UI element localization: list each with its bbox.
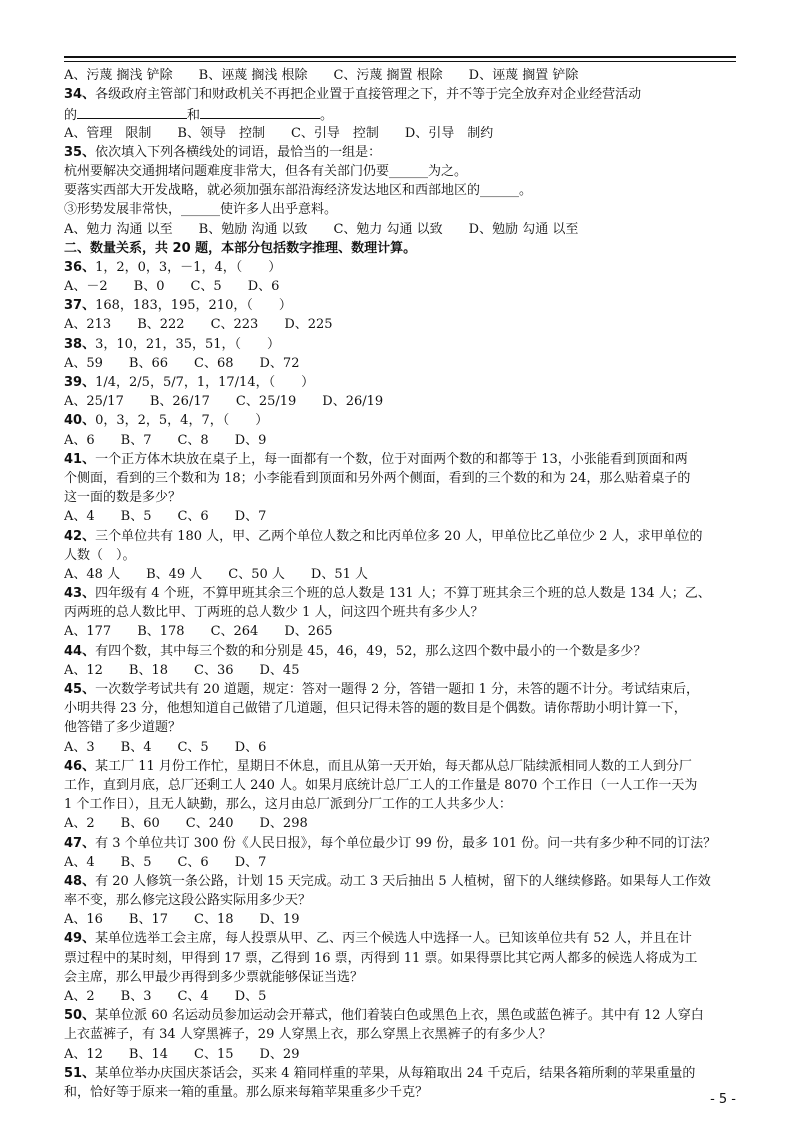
text-line <box>64 507 740 526</box>
line-text: 杭州要解决交通拥堵问题难度非常大，但各有关部门仍要______为之。 <box>64 163 468 179</box>
line-text: A、4 B、5 C、6 D、7 <box>64 854 267 870</box>
text-line <box>64 929 740 948</box>
question-number: 37、 <box>64 298 96 314</box>
question-number: 48、 <box>64 873 96 889</box>
line-text: A、177 B、178 C、264 D、265 <box>64 624 333 640</box>
text-line <box>64 680 740 699</box>
line-text: 人数（ ）。 <box>64 547 136 563</box>
line-text: 个侧面，看到的三个数和为 18；小李能看到顶面和另外两个侧面，看到的三个数的和为 24，那么贴着桌子的 <box>64 470 691 486</box>
line-text: 1 个工作日），且无人缺勤，那么，这月由总厂派到分厂工作的工人共多少人： <box>64 797 512 813</box>
line-text: 和，恰好等于原来一箱的重量。那么原来每箱苹果重多少千克？ <box>64 1084 429 1100</box>
question-number: 38、 <box>64 336 96 352</box>
text-line <box>64 814 740 833</box>
line-text: 1/4，2/5，5/7，1，17/14，（ ） <box>95 375 315 390</box>
text-line <box>64 469 740 488</box>
text-line <box>64 1045 740 1064</box>
text-line <box>64 1006 740 1025</box>
line-text: A、16 B、17 C、18 D、19 <box>64 912 300 928</box>
text-line <box>64 795 740 814</box>
question-number: 51、 <box>64 1065 96 1081</box>
line-text: 某单位派 60 名运动员参加运动会开幕式，他们着装白色或黑色上衣，黑色或蓝色裤子。其中有 12 人穿白 <box>95 1008 704 1024</box>
header-rule-thick <box>64 56 736 58</box>
line-text: 小明共得 23 分，他想知道自己做错了几道题，但只记得未答的题的数目是个偶数。请你帮助小明计算一下， <box>64 701 687 717</box>
text-line <box>64 757 740 776</box>
question-number: 50、 <box>64 1008 96 1024</box>
text-line <box>64 527 740 546</box>
text-line <box>64 891 740 910</box>
text-line <box>64 699 740 718</box>
text-line <box>64 565 740 584</box>
line-text: 有 20 人修筑一条公路，计划 15 天完成。动工 3 天后抽出 5 人植树，留下的人继续修路。如果每人工作效 <box>95 873 711 889</box>
line-text: 的 <box>64 108 78 124</box>
line-text: A、2 B、60 C、240 D、298 <box>64 816 308 832</box>
text-line <box>64 872 740 891</box>
line-text: 有四个数，其中每三个数的和分别是 45，46，49，52，那么这四个数中最小的一个数是多少？ <box>95 643 647 659</box>
line-text: 3，10，21，35，51，（ ） <box>95 336 281 352</box>
text-line <box>64 834 740 853</box>
text-line <box>64 488 740 507</box>
text-line <box>64 661 740 680</box>
text-line <box>64 949 740 968</box>
line-text: A、污蔑 搁浅 铲除 B、诬蔑 搁浅 根除 C、污蔑 搁置 根除 D、诬蔑 搁置 铲除 <box>64 68 579 83</box>
question-number: 47、 <box>64 835 96 851</box>
line-text: A、勉力 沟通 以至 B、勉励 沟通 以致 C、勉力 勾通 以致 D、勉励 勾通 以至 <box>64 221 579 237</box>
line-text: 票过程中的某时刻，甲得到 17 票，乙得到 16 票，丙得到 11 票。如果得票比其它两人都多的候选人将成为工 <box>64 950 698 966</box>
line-text: 各级政府主管部门和财政机关不再把企业置于直接管理之下，并不等于完全放弃对企业经营活动 <box>95 87 642 103</box>
line-text: 。 <box>320 108 334 124</box>
text-line <box>64 622 740 641</box>
text-line <box>64 1064 740 1083</box>
text-line <box>64 987 740 1006</box>
answer-blank <box>77 104 187 119</box>
question-number: 36、 <box>64 259 96 275</box>
line-text: A、213 B、222 C、223 D、225 <box>64 317 333 333</box>
line-text: 要落实西部大开发战略，就必须加强东部沿海经济发达地区和西部地区的______。 <box>64 183 533 199</box>
line-text: 四年级有 4 个班，不算甲班其余三个班的总人数是 131 人；不算丁班其余三个班的总人数是 134 人；乙、 <box>95 586 711 602</box>
text-line <box>64 220 740 239</box>
line-text: 会主席，那么甲最少再得到多少票就能够保证当选？ <box>64 969 364 985</box>
text-line <box>64 143 740 162</box>
text-line <box>64 104 740 123</box>
answer-blank <box>200 104 320 119</box>
text-line <box>64 411 740 430</box>
text-line <box>64 431 740 450</box>
text-line <box>64 642 740 661</box>
line-text: 上衣蓝裤子，有 34 人穿黑裤子，29 人穿黑上衣，那么穿黑上衣黑裤子的有多少人？ <box>64 1027 552 1043</box>
question-number: 35、 <box>64 144 96 160</box>
question-number: 42、 <box>64 528 96 544</box>
text-line <box>64 776 740 795</box>
text-line <box>64 1083 740 1102</box>
document-body <box>64 66 740 1102</box>
line-text: 一个正方体木块放在桌子上，每一面都有一个数，位于对面两个数的和都等于 13，小张能看到顶面和两 <box>95 451 688 467</box>
text-line <box>64 1025 740 1044</box>
question-number: 41、 <box>64 451 96 467</box>
text-line <box>64 603 740 622</box>
text-line <box>64 239 740 258</box>
line-text: 某工厂 11 月份工作忙，星期日不休息，而且从第一天开始，每天都从总厂陆续派相同人数的工人到分厂 <box>95 758 692 774</box>
text-line <box>64 373 740 392</box>
text-line <box>64 258 740 277</box>
line-text: A、2 B、3 C、4 D、5 <box>64 989 267 1004</box>
text-line <box>64 546 740 565</box>
line-text: 三个单位共有 180 人，甲、乙两个单位人数之和比丙单位多 20 人，甲单位比乙单位少 2 人，求甲单位的 <box>95 528 703 544</box>
line-text: A、3 B、4 C、5 D、6 <box>64 739 267 755</box>
line-text: A、59 B、66 C、68 D、72 <box>64 355 300 371</box>
line-text: 这一面的数是多少？ <box>64 490 182 506</box>
text-line <box>64 124 740 143</box>
line-text: 某单位选举工会主席，每人投票从甲、乙、丙三个候选人中选择一人。已知该单位共有 52 人，并且在计 <box>95 931 692 947</box>
line-text: A、25/17 B、26/17 C、25/19 D、26/19 <box>64 394 384 410</box>
text-line <box>64 162 740 181</box>
section-heading: 二、数量关系，共 20 题，本部分包括数字推理、数理计算。 <box>64 240 417 256</box>
line-text: 他答错了多少道题？ <box>64 720 182 736</box>
text-line <box>64 738 740 757</box>
question-number: 45、 <box>64 682 96 697</box>
text-line <box>64 335 740 354</box>
text-line <box>64 392 740 411</box>
text-line <box>64 296 740 315</box>
question-number: 40、 <box>64 413 96 429</box>
line-text: A、6 B、7 C、8 D、9 <box>64 432 267 448</box>
line-text: A、12 B、14 C、15 D、29 <box>64 1046 300 1062</box>
text-line <box>64 354 740 373</box>
line-text: A、12 B、18 C、36 D、45 <box>64 662 300 678</box>
text-line <box>64 910 740 929</box>
text-line <box>64 718 740 737</box>
line-text: 丙两班的总人数比甲、丁两班的总人数少 1 人，问这四个班共有多少人？ <box>64 605 484 621</box>
line-text: ③形势发展非常快，______使许多人出乎意料。 <box>64 202 338 218</box>
text-line <box>64 181 740 200</box>
line-text: 某单位举办庆国庆茶话会，买来 4 箱同样重的苹果，从每箱取出 24 千克后，结果各箱所剩的苹果重量的 <box>95 1065 696 1081</box>
text-line <box>64 584 740 603</box>
question-number: 34、 <box>64 87 96 103</box>
question-number: 46、 <box>64 758 96 774</box>
line-text: A、48 人 B、49 人 C、50 人 D、51 人 <box>64 566 369 582</box>
question-number: 39、 <box>64 375 96 390</box>
line-text: 1，2，0，3，－1，4，（ ） <box>95 259 282 275</box>
text-line <box>64 200 740 219</box>
line-text: 和 <box>187 108 201 124</box>
line-text: 0，3，2，5，4，7，（ ） <box>95 413 269 429</box>
line-text: 一次数学考试共有 20 道题，规定：答对一题得 2 分，答错一题扣 1 分，未答的题不计分。考试结束后， <box>95 682 699 697</box>
text-line <box>64 66 740 85</box>
line-text: 工作，直到月底，总厂还剩工人 240 人。如果月底统计总厂工人的工作量是 8070 个工作日（一人工作一天为 <box>64 777 698 793</box>
question-number: 44、 <box>64 643 96 659</box>
text-line <box>64 277 740 296</box>
question-number: 43、 <box>64 586 96 602</box>
text-line <box>64 315 740 334</box>
line-text: 168，183，195，210，（ ） <box>95 298 292 314</box>
question-number: 49、 <box>64 931 96 947</box>
text-line <box>64 450 740 469</box>
text-line <box>64 85 740 104</box>
line-text: A、管理 限制 B、领导 控制 C、引导 控制 D、引导 制约 <box>64 125 494 141</box>
text-line <box>64 853 740 872</box>
header-rule-thin <box>64 61 736 62</box>
text-line <box>64 968 740 987</box>
line-text: 率不变，那么修完这段公路实际用多少天？ <box>64 893 312 909</box>
line-text: 有 3 个单位共订 300 份《人民日报》，每个单位最少订 99 份，最多 101 份。问一共有多少种不同的订法？ <box>95 835 717 851</box>
line-text: A、4 B、5 C、6 D、7 <box>64 509 267 525</box>
page-number: - 5 - <box>710 1092 736 1107</box>
line-text: 依次填入下列各横线处的词语，最恰当的一组是： <box>95 144 382 160</box>
line-text: A、－2 B、0 C、5 D、6 <box>64 279 280 295</box>
